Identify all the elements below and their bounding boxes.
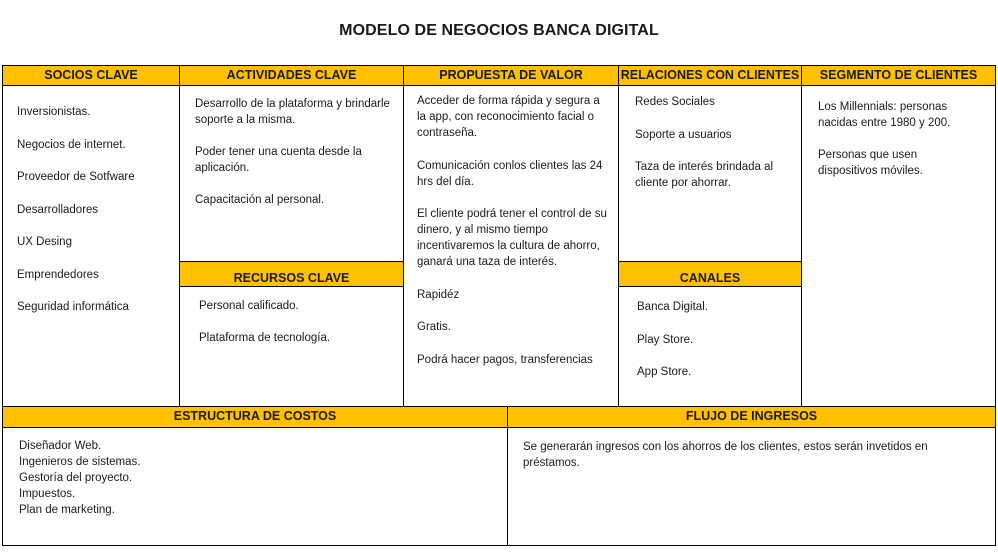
list-item: UX Desing: [17, 236, 72, 248]
list-item: Comunicación conlos clientes las 24 hrs del día.: [417, 159, 603, 188]
flujo-ingresos-list: [523, 439, 963, 471]
list-item: Desarrolladores: [17, 203, 99, 216]
list-item: Se generarán ingresos con los ahorros de los clientes, estos serán invetidos en préstamos.: [523, 441, 928, 469]
list-item: Taza de interés brindada al cliente por ahorrar.: [635, 161, 774, 189]
list-item: Soporte a usuarios: [635, 128, 732, 141]
flujo-ingresos-header: FLUJO DE INGRESOS: [507, 406, 996, 428]
segmento-clientes-header: SEGMENTO DE CLIENTES: [801, 65, 996, 86]
actividades-clave-list: [195, 96, 395, 208]
propuesta-valor-header: PROPUESTA DE VALOR: [403, 65, 619, 86]
list-item: Desarrollo de la plataforma y brindarle soporte a la misma.: [195, 98, 390, 126]
list-item: Emprendedores: [17, 268, 99, 281]
list-item: Acceder de forma rápida y segura a la app, con reconocimiento facial o contraseña.: [417, 95, 600, 139]
page-title: MODELO DE NEGOCIOS BANCA DIGITAL: [339, 22, 659, 39]
recursos-clave-header: RECURSOS CLAVE: [179, 261, 404, 287]
list-item: App Store.: [637, 366, 692, 378]
list-item: Personal calificado.: [199, 300, 299, 312]
segmento-clientes-list: [818, 99, 978, 179]
list-item: Banca Digital.: [637, 301, 708, 313]
list-item: Seguridad informática: [17, 301, 129, 313]
list-item: Los Millennials: personas nacidas entre 1980 y 200.: [818, 101, 951, 129]
list-item: Plan de marketing.: [19, 504, 115, 516]
list-item: Poder tener una cuenta desde la aplicación.: [195, 146, 362, 174]
actividades-clave-header: ACTIVIDADES CLAVE: [179, 65, 404, 86]
canales-header: CANALES: [618, 261, 802, 287]
socios-clave-header: SOCIOS CLAVE: [2, 65, 180, 86]
list-item: Play Store.: [637, 333, 694, 346]
list-item: Plataforma de tecnología.: [199, 332, 331, 344]
list-item: Inversionistas.: [17, 106, 91, 118]
relaciones-clientes-list: [635, 94, 795, 191]
list-item: Diseñador Web.: [19, 440, 102, 452]
list-item: Negocios de internet.: [17, 138, 126, 151]
recursos-clave-list: [199, 298, 399, 346]
list-item: Personas que usen dispositivos móviles.: [818, 149, 923, 177]
list-item: Podrá hacer pagos, transferencias: [417, 353, 593, 366]
list-item: Ingenieros de sistemas.: [19, 456, 141, 468]
list-item: Impuestos.: [19, 488, 76, 500]
list-item: Rapidéz: [417, 288, 460, 301]
socios-clave-list: [17, 104, 172, 315]
relaciones-clientes-header: RELACIONES CON CLIENTES: [618, 65, 802, 86]
list-item: Gratis.: [417, 321, 451, 333]
estructura-costos-list: [19, 438, 489, 518]
canales-list: [637, 299, 797, 380]
list-item: Redes Sociales: [635, 96, 715, 108]
list-item: Gestoría del proyecto.: [19, 472, 133, 484]
estructura-costos-header: ESTRUCTURA DE COSTOS: [2, 406, 508, 428]
list-item: Proveedor de Sotfware: [17, 171, 135, 183]
list-item: Capacitación al personal.: [195, 194, 325, 206]
list-item: El cliente podrá tener el control de su dinero, y al mismo tiempo incentivaremos la cultura de ahorro, ganará una taza de interés.: [417, 208, 607, 268]
propuesta-valor-list: [417, 93, 611, 368]
